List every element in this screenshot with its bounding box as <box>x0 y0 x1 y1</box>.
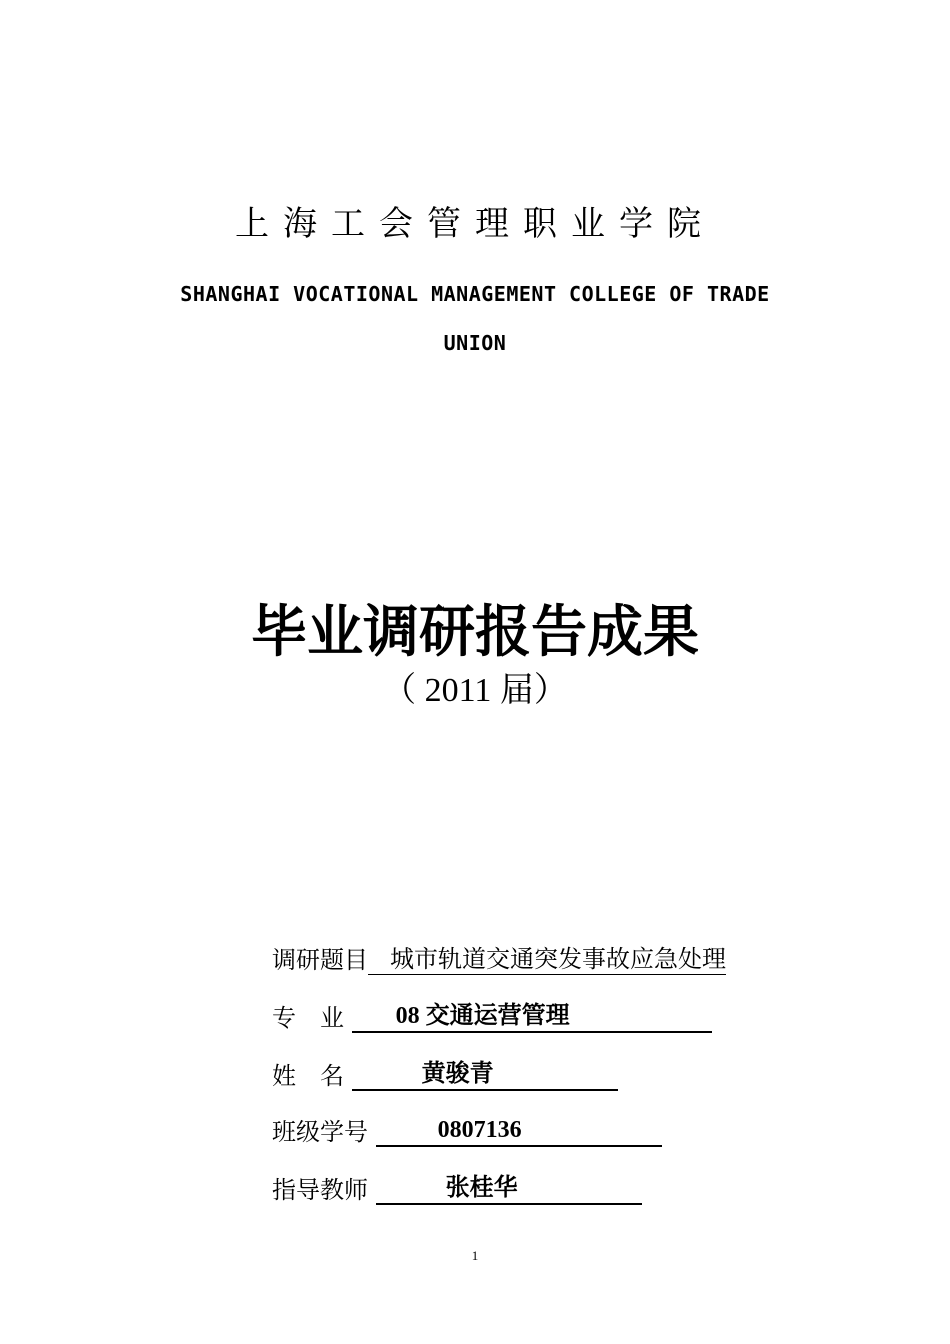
report-title: 毕业调研报告成果 <box>251 600 699 665</box>
info-row-name <box>272 1056 618 1092</box>
class-id-value: 0807136 <box>376 1115 662 1147</box>
advisor-label: 指导教师 <box>272 1176 368 1204</box>
info-row-major <box>272 998 712 1034</box>
major-label: 专 业 <box>272 1004 344 1032</box>
info-row-class-id <box>272 1112 662 1148</box>
college-name-english-line1: SHANGHAI VOCATIONAL MANAGEMENT COLLEGE OF TRADE <box>180 282 770 306</box>
college-name-english-line2: UNION <box>443 331 507 355</box>
info-row-topic <box>272 940 726 976</box>
college-name-chinese: 上海工会管理职业学院 <box>235 204 715 244</box>
name-label: 姓 名 <box>272 1062 344 1090</box>
topic-label: 调研题目 <box>272 946 368 974</box>
name-value: 黄骏青 <box>352 1059 618 1091</box>
class-id-label: 班级学号 <box>272 1118 368 1146</box>
advisor-value: 张桂华 <box>376 1173 642 1205</box>
topic-value: 城市轨道交通突发事故应急处理 <box>368 944 726 975</box>
page-number: 1 <box>471 1248 479 1263</box>
report-year: （ 2011 届） <box>382 672 568 709</box>
info-row-advisor <box>272 1170 642 1206</box>
major-value: 08 交通运营管理 <box>352 1001 712 1033</box>
